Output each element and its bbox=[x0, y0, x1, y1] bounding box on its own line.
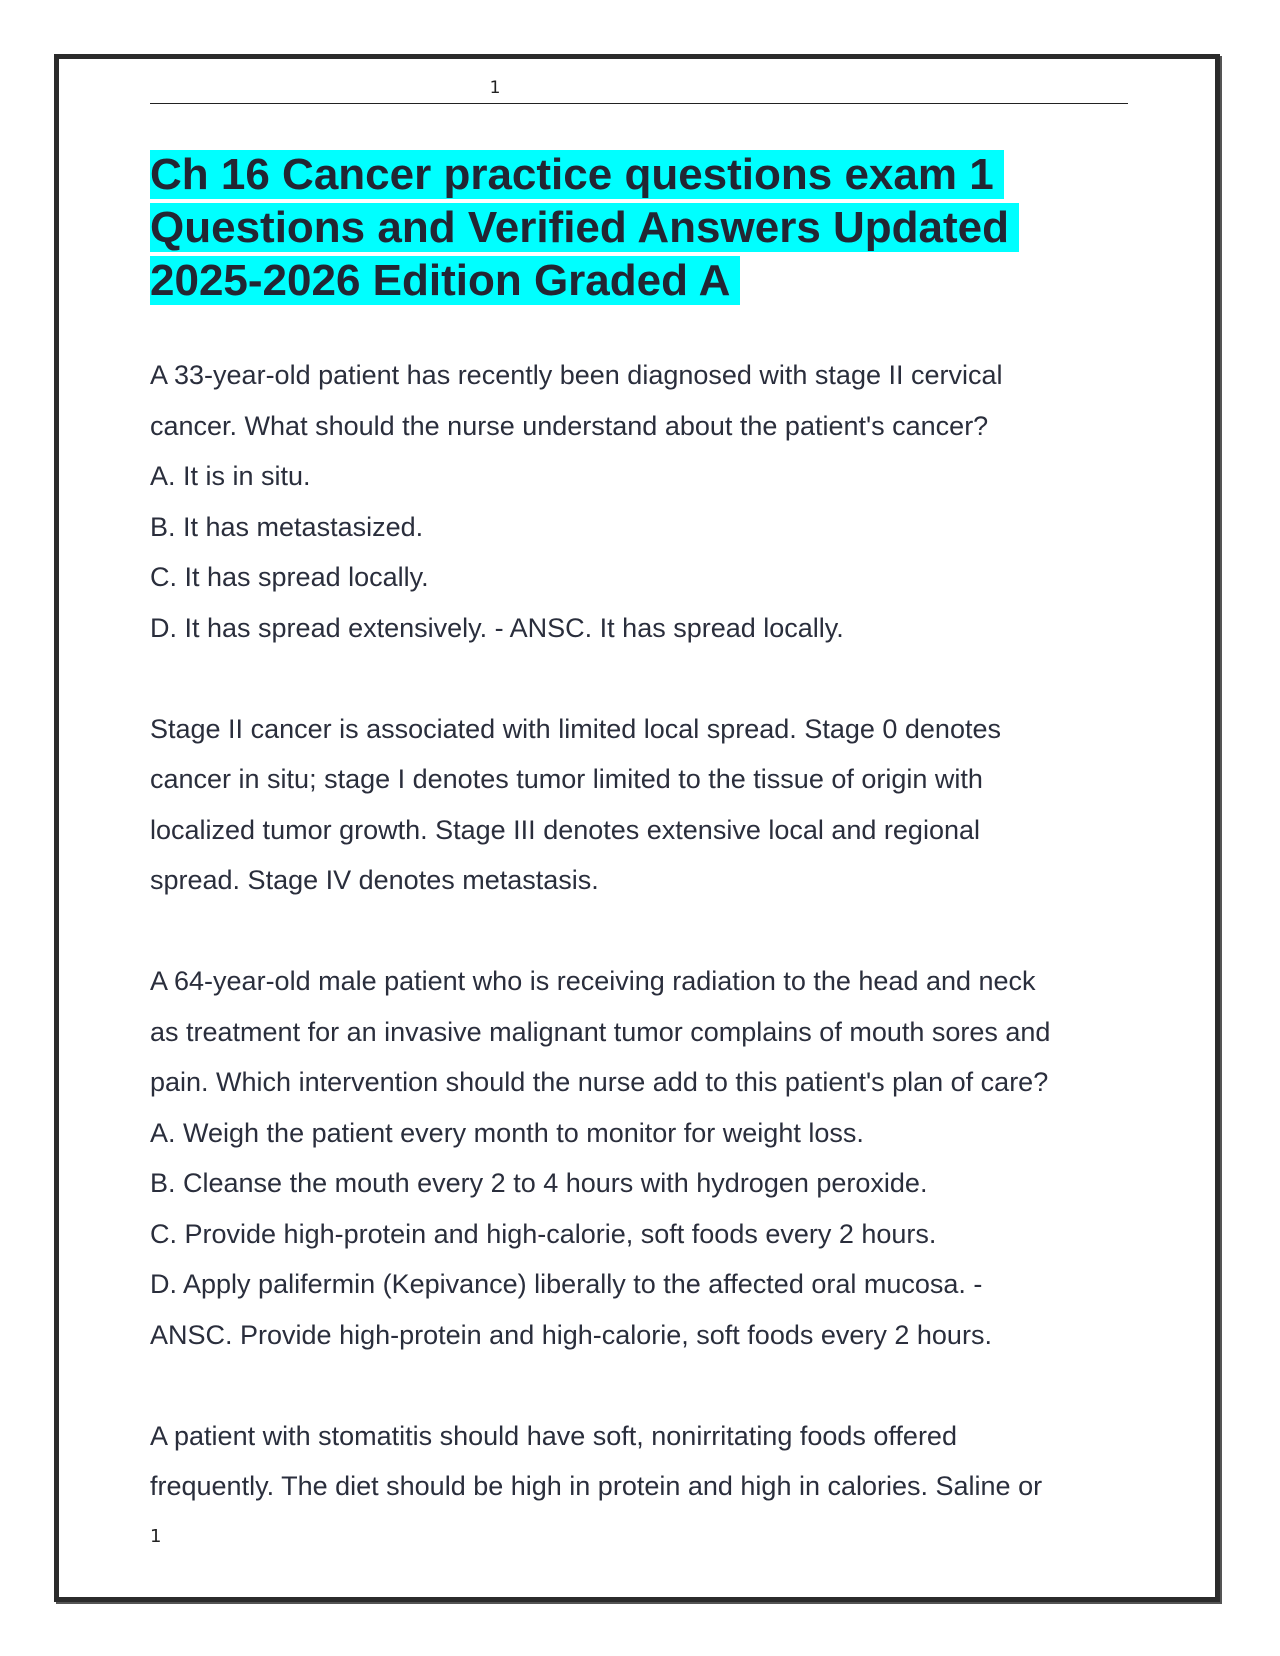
question-2-option-b: B. Cleanse the mouth every 2 to 4 hours with hydrogen peroxide. bbox=[150, 1168, 928, 1198]
question-1-option-c: C. It has spread locally. bbox=[150, 562, 429, 592]
title-line-3: 2025-2026 Edition Graded A bbox=[150, 256, 740, 305]
title-line-2: Questions and Verified Answers Updated bbox=[150, 203, 1019, 252]
paragraph-gap bbox=[150, 906, 1130, 957]
question-1-stem-line: A 33-year-old patient has recently been diagnosed with stage II cervical bbox=[150, 360, 1003, 390]
question-2-option-d: D. Apply palifermin (Kepivance) liberally to the affected oral mucosa. - bbox=[150, 1269, 983, 1299]
question-1-rationale-line: localized tumor growth. Stage III denotes extensive local and regional bbox=[150, 814, 980, 845]
question-2-stem-line: as treatment for an invasive malignant tumor complains of mouth sores and bbox=[150, 1016, 1051, 1047]
question-2-option-a: A. Weigh the patient every month to monitor for weight loss. bbox=[150, 1117, 864, 1148]
question-1-rationale-line: spread. Stage IV denotes metastasis. bbox=[150, 865, 599, 895]
footer-page-number: 1 bbox=[150, 1526, 162, 1547]
title-line-1: Ch 16 Cancer practice questions exam 1 bbox=[150, 150, 1004, 199]
header-page-number: 1 bbox=[489, 78, 501, 98]
question-2-option-d-continued: ANSC. Provide high-protein and high-calorie, soft foods every 2 hours. bbox=[150, 1319, 992, 1350]
question-2-stem-line: pain. Which intervention should the nurse add to this patient's plan of care? bbox=[150, 1067, 1049, 1097]
document-body bbox=[150, 350, 1130, 1512]
question-1-option-a: A. It is in situ. bbox=[150, 461, 311, 491]
question-2-rationale-line: frequently. The diet should be high in protein and high in calories. Saline or bbox=[150, 1471, 1043, 1501]
question-1-option-d: D. It has spread extensively. - ANSC. It has spread locally. bbox=[150, 612, 844, 643]
document-title bbox=[150, 148, 1090, 307]
question-1-rationale-line: Stage II cancer is associated with limited local spread. Stage 0 denotes bbox=[150, 713, 1001, 744]
paragraph-gap bbox=[150, 653, 1130, 704]
question-1-option-b: B. It has metastasized. bbox=[150, 511, 424, 542]
question-2-stem-line: A 64-year-old male patient who is receiving radiation to the head and neck bbox=[150, 966, 1036, 996]
question-1-stem-line: cancer. What should the nurse understand about the patient's cancer? bbox=[150, 410, 989, 441]
paragraph-gap bbox=[150, 1360, 1130, 1411]
question-1-rationale-line: cancer in situ; stage I denotes tumor limited to the tissue of origin with bbox=[150, 764, 983, 794]
question-2-option-c: C. Provide high-protein and high-calorie, soft foods every 2 hours. bbox=[150, 1218, 937, 1249]
header-rule bbox=[150, 103, 1128, 104]
question-2-rationale-line: A patient with stomatitis should have soft, nonirritating foods offered bbox=[150, 1420, 957, 1451]
